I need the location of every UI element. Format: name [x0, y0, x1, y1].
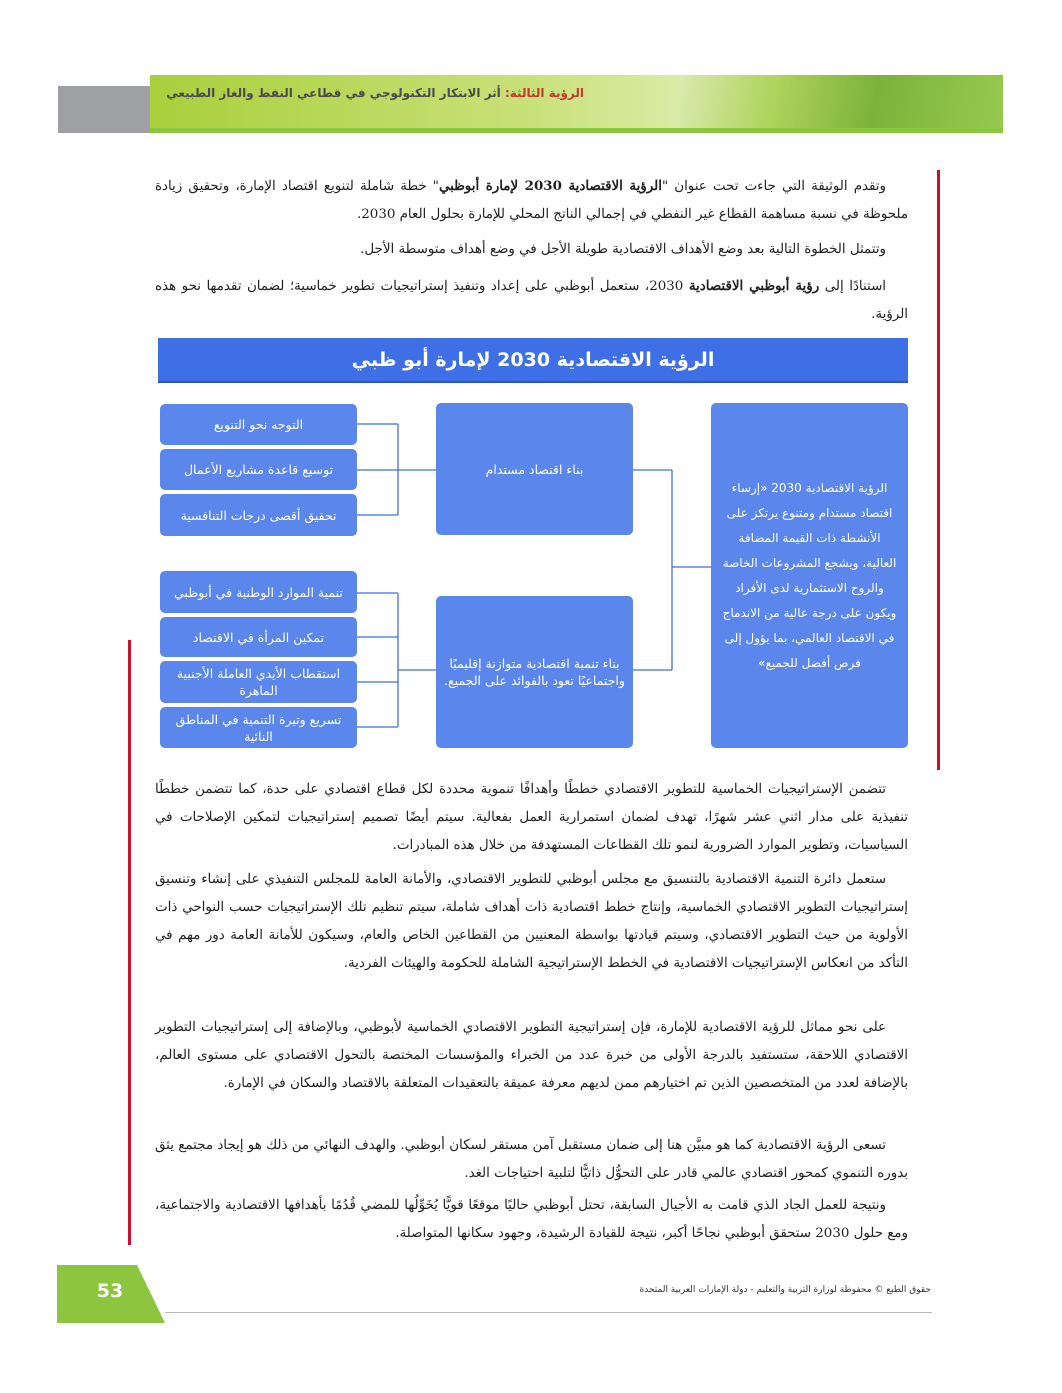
paragraph-6: على نحو مماثل للرؤية الاقتصادية للإمارة، فإن إستراتيجية التطوير الاقتصادي الخماسية لأبوظبي، وبالإضافة إلى إستراتيجيات التطوير الاقتصادي اللاحقة، ستستفيد بالدرجة الأولى من خبرة عدد من الخبراء والمؤسسات المختصة بالتحول الاقتصادي على مستوى العالم، بالإضافة لعدد من المتخصصين الذين تم اختيارهم ممن لديهم معرفة عميقة بالتعقيدات المتعلقة بالاقتصاد والسكان في الإمارة. [155, 1020, 908, 1091]
paragraph-7: تسعى الرؤية الاقتصادية كما هو مبيَّن هنا إلى ضمان مستقبل آمن مستقر لسكان أبوظبي. والهدف النهائي من ذلك هو إيجاد مجتمع يثق بدوره التنموي كمحور اقتصادي عالمي قادر على التحوُّل ذاتيًّا لتلبية احتياجات الغد. [155, 1138, 908, 1181]
page-number: 53 [96, 1280, 124, 1302]
p3-bold: رؤية أبوظبي الاقتصادية [688, 278, 820, 294]
goal-box: تنمية الموارد الوطنية في أبوظبي [160, 571, 357, 613]
chapter-title: أثر الابتكار التكنولوجي في قطاعي النفط والغاز الطبيعي [166, 86, 501, 100]
diagram-title: الرؤية الاقتصادية 2030 لإمارة أبو ظبي [158, 338, 908, 383]
goal-box: تسريع وتيرة التنمية في المناطق النائية [160, 707, 357, 748]
copyright-notice: حقوق الطبع © محفوظة لوزارة التربية والتعليم - دولة الإمارات العربية المتحدة [639, 1285, 931, 1295]
paragraph-8: ونتيجة للعمل الجاد الذي قامت به الأجيال السابقة، تحتل أبوظبي حاليًا موقعًا قويًّا يُخَوِّلُها للمضي قُدُمًا بأهدافها الاقتصادية والاجتماعية، ومع حلول 2030 ستحقق أبوظبي نجاحًا أكبر، نتيجة للقيادة الرشيدة، وجهود سكانها المتواصلة. [155, 1198, 908, 1241]
goal-box: تحقيق أقصى درجات التنافسية [160, 494, 357, 536]
p1-text-b: " خطة شاملة لتنويع اقتصاد الإمارة، وتحقيق زيادة ملحوظة في نسبة مساهمة القطاع غير النفطي في إجمالي الناتج المحلي للإمارة بحلول العام 2030. [155, 179, 908, 222]
pillar-box-1: بناء اقتصاد مستدام [436, 403, 633, 535]
goal-box: توسيع قاعدة مشاريع الأعمال [160, 449, 357, 490]
vision-box: الرؤية الاقتصادية 2030 «إرساء اقتصاد مستدام ومتنوع يرتكز على الأنشطة ذات القيمة المضافة العالية، ويشجع المشروعات الخاصة والروح الاستثمارية لدى الأفراد ويكون على درجة عالية من الاندماج في الاقتصاد العالمي، بما يؤول إلى فرص أفضل للجميع» [711, 403, 908, 748]
goal-box: تمكين المرأة في الاقتصاد [160, 617, 357, 657]
goal-box: التوجه نحو التنويع [160, 404, 357, 445]
pillar-box-2: بناء تنمية اقتصادية متوازنة إقليميًا واجتماعيًا تعود بالفوائد على الجميع. [436, 596, 633, 748]
paragraph-2: وتتمثل الخطوة التالية بعد وضع الأهداف الاقتصادية طويلة الأجل في وضع أهداف متوسطة الأجل. [360, 242, 886, 257]
chapter-label: الرؤية الثالثة: [504, 86, 584, 100]
goal-box: استقطاب الأيدي العاملة الأجنبية الماهرة [160, 661, 357, 703]
footer-rule [165, 1312, 932, 1313]
paragraph-4: تتضمن الإستراتيجيات الخماسية للتطوير الاقتصادي خططًا وأهدافًا تنموية محددة لكل قطاع اقتصادي على حدة، كما تتضمن خططًا تنفيذية على مدار اثني عشر شهرًا، تهدف لضمان استمرارية العمل بفعالية. سيتم أيضًا تصميم إستراتيجيات لتمكين الإصلاحات في السياسيات، وتطوير الموارد الضرورية لنمو تلك القطاعات المستهدفة من خلال هذه المبادرات. [155, 782, 908, 853]
p1-bold: الرؤية الاقتصادية 2030 لإمارة أبوظبي [438, 178, 662, 194]
paragraph-5: ستعمل دائرة التنمية الاقتصادية بالتنسيق مع مجلس أبوظبي للتطوير الاقتصادي، والأمانة العامة للمجلس التنفيذي على إنشاء وتنسيق إستراتيجيات التطوير الاقتصادي الخماسية، وإنتاج خطط اقتصادية ذات أهداف شاملة، سيتم تنظيم تلك الإستراتيجيات حسب النواحي ذات الأولوية من حيث التطوير الاقتصادي، وسيتم قيادتها بواسطة المعنيين من القطاعين الخاص والعام، وسيكون للأمانة العامة دور مهم في التأكد من انعكاس الإستراتيجيات الاقتصادية في الخطط الإستراتيجية الشاملة للحكومة والهيئات الفردية. [155, 872, 908, 971]
p1-text-a: وتقدم الوثيقة التي جاءت تحت عنوان " [661, 179, 886, 194]
p3-text-a: استنادًا إلى [819, 279, 887, 294]
p3-text-b: 2030، ستعمل أبوظبي على إعداد وتنفيذ إستراتيجيات تطوير خماسية؛ لضمان تقدمها نحو هذه الرؤية. [155, 279, 908, 322]
